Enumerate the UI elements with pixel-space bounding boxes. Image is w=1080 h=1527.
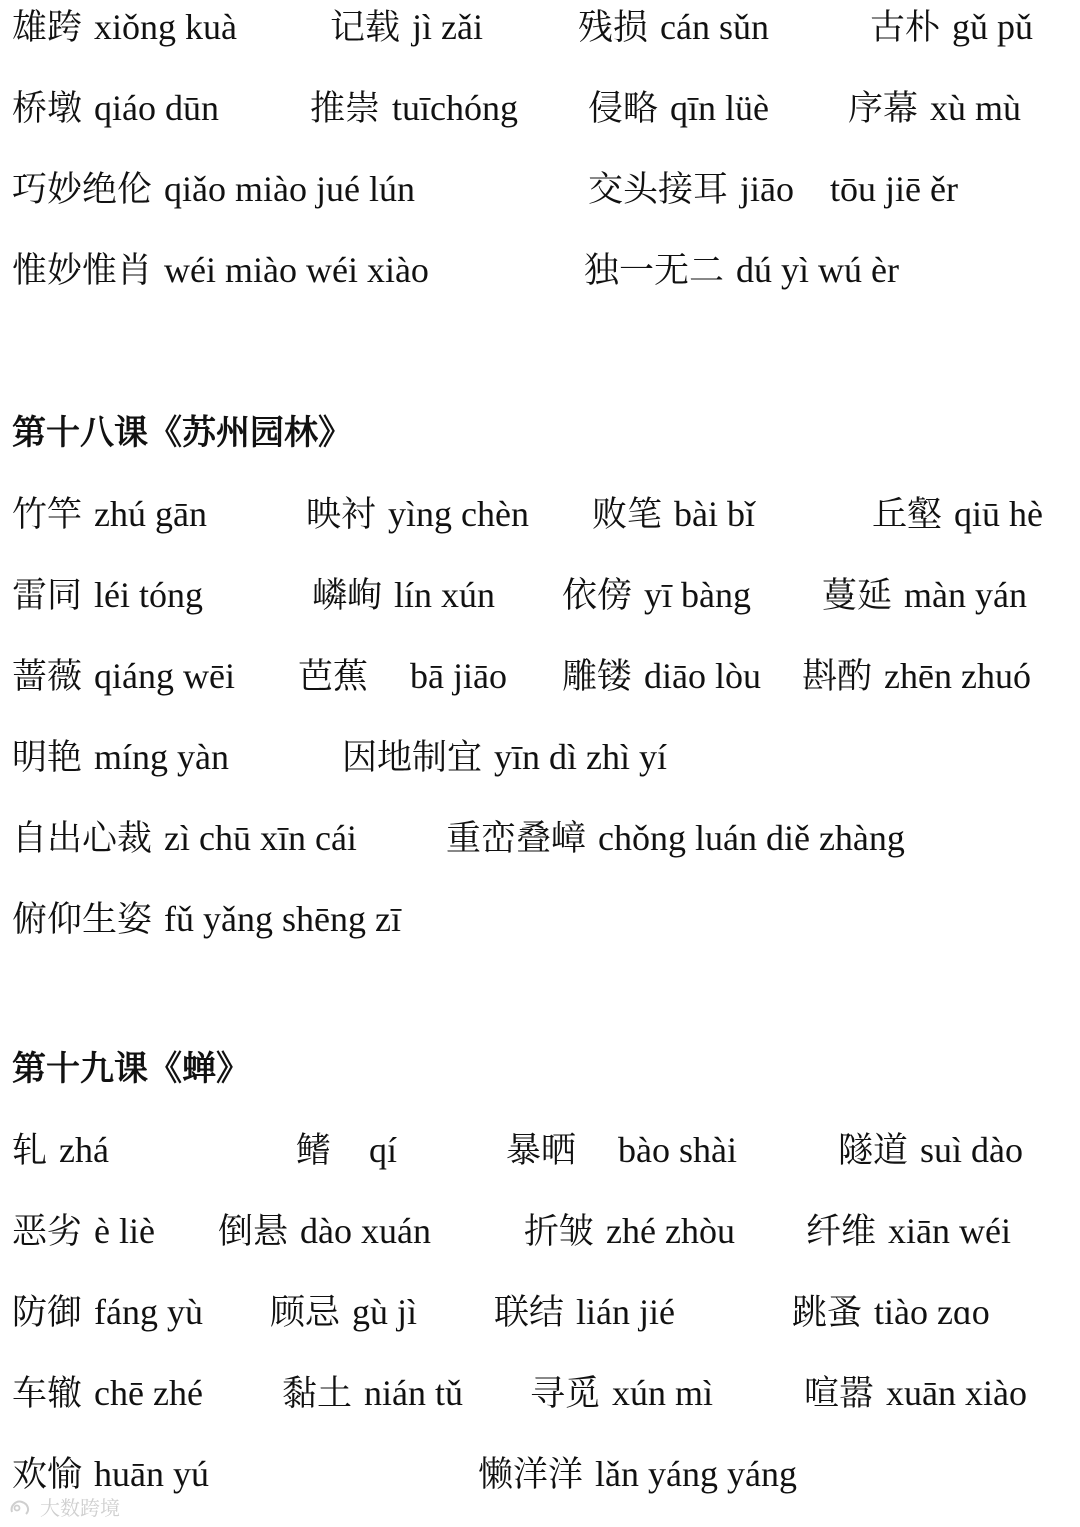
vocab-hanzi: 隧道	[838, 1131, 909, 1171]
vocab-entry	[296, 1123, 397, 1178]
vocab-pinyin: chǒng luán diě zhàng	[598, 818, 905, 858]
vocab-hanzi: 欢愉	[12, 1455, 83, 1495]
vocab-hanzi: 映衬	[306, 495, 377, 535]
vocab-hanzi: 懒洋洋	[478, 1455, 584, 1495]
vocab-entry	[524, 1204, 735, 1259]
vocab-pinyin: lián jié	[576, 1292, 675, 1332]
vocab-entry	[506, 1123, 737, 1178]
vocab-row	[0, 1285, 1080, 1345]
vocab-hanzi: 倒悬	[218, 1212, 289, 1252]
vocab-hanzi: 俯仰生姿	[12, 900, 153, 940]
vocab-entry	[806, 1204, 1011, 1259]
vocab-entry	[306, 487, 529, 542]
vocab-pinyin: wéi miào wéi xiào	[164, 250, 429, 290]
vocab-hanzi: 顾忌	[270, 1293, 341, 1333]
vocab-hanzi: 车辙	[12, 1374, 83, 1414]
vocab-hanzi: 依傍	[562, 576, 633, 616]
vocab-row	[0, 162, 1080, 222]
vocab-pinyin: gǔ pǔ	[952, 7, 1034, 47]
vocab-pinyin: qiū hè	[954, 494, 1043, 534]
vocab-pinyin: bài bǐ	[674, 494, 755, 534]
vocab-hanzi: 黏土	[282, 1374, 353, 1414]
vocab-pinyin: bā jiāo	[410, 656, 507, 696]
vocab-row	[0, 1204, 1080, 1264]
vocab-pinyin: dào xuán	[300, 1211, 431, 1251]
vocab-entry	[804, 1366, 1027, 1421]
vocab-hanzi: 巧妙绝伦	[12, 170, 153, 210]
vocab-hanzi: 轧	[12, 1131, 48, 1171]
vocab-pinyin: xuān xiào	[886, 1373, 1027, 1413]
vocab-entry	[310, 81, 518, 136]
vocab-pinyin: zhé zhòu	[606, 1211, 735, 1251]
vocab-hanzi: 暴晒	[506, 1131, 577, 1171]
section-heading-lesson-18: 第十八课《苏州园林》	[12, 413, 352, 453]
vocab-pinyin: xún mì	[612, 1373, 714, 1413]
vocab-hanzi: 寻觅	[530, 1374, 601, 1414]
vocab-pinyin: qīn lüè	[670, 88, 769, 128]
vocab-pinyin: è liè	[94, 1211, 155, 1251]
vocab-entry	[218, 1204, 431, 1259]
vocab-hanzi: 重峦叠嶂	[446, 819, 587, 859]
vocab-entry	[12, 0, 237, 55]
vocab-row	[0, 892, 1080, 952]
vocab-entry	[588, 162, 958, 217]
vocab-entry	[802, 649, 1031, 704]
vocab-pinyin: jiāo tōu jiē ěr	[740, 169, 958, 209]
vocab-pinyin: míng yàn	[94, 737, 229, 777]
vocab-pinyin: qiáo dūn	[94, 88, 219, 128]
vocab-pinyin: tiào zɑo	[874, 1292, 990, 1332]
vocab-entry	[12, 1123, 109, 1178]
vocab-hanzi: 蔷薇	[12, 657, 83, 697]
vocab-entry	[478, 1447, 797, 1502]
vocab-entry	[298, 649, 507, 704]
vocab-row	[0, 81, 1080, 141]
vocab-hanzi: 防御	[12, 1293, 83, 1333]
vocab-entry	[12, 811, 357, 866]
vocab-entry	[282, 1366, 463, 1421]
vocab-entry	[530, 1366, 713, 1421]
vocab-entry	[446, 811, 905, 866]
vocab-pinyin: bào shài	[618, 1130, 737, 1170]
vocab-hanzi: 芭蕉	[298, 657, 369, 697]
vocab-entry	[12, 243, 429, 298]
vocab-entry	[12, 81, 219, 136]
vocab-row	[0, 487, 1080, 547]
vocab-entry	[12, 487, 207, 542]
vocab-hanzi: 雷同	[12, 576, 83, 616]
vocab-pinyin: lín xún	[394, 575, 496, 615]
vocab-pinyin: yìng chèn	[388, 494, 529, 534]
vocab-row	[0, 243, 1080, 303]
vocab-pinyin: qí	[369, 1130, 398, 1170]
vocab-pinyin: xù mù	[930, 88, 1022, 128]
vocab-hanzi: 败笔	[592, 495, 663, 535]
vocab-entry	[822, 568, 1027, 623]
vocab-pinyin: zhú gān	[94, 494, 207, 534]
vocab-pinyin: dú yì wú èr	[736, 250, 899, 290]
vocab-hanzi: 恶劣	[12, 1212, 83, 1252]
vocab-hanzi: 丘壑	[872, 495, 943, 535]
vocab-hanzi: 古朴	[870, 8, 941, 48]
vocab-pinyin: cán sǔn	[660, 7, 769, 47]
vocab-row	[0, 1366, 1080, 1426]
vocab-entry	[838, 1123, 1023, 1178]
vocab-pinyin: zhá	[59, 1130, 109, 1170]
vocab-hanzi: 蔓延	[822, 576, 893, 616]
vocab-pinyin: gù jì	[352, 1292, 418, 1332]
vocab-hanzi: 因地制宜	[342, 738, 483, 778]
vocab-hanzi: 序幕	[848, 89, 919, 129]
vocab-hanzi: 雄跨	[12, 8, 83, 48]
vocab-row	[0, 730, 1080, 790]
vocab-hanzi: 联结	[494, 1293, 565, 1333]
vocab-entry	[12, 568, 203, 623]
vocab-hanzi: 惟妙惟肖	[12, 251, 153, 291]
watermark-text: 大数跨境	[40, 1496, 120, 1520]
section-heading-lesson-19: 第十九课《蝉》	[12, 1049, 250, 1089]
vocab-entry	[848, 81, 1021, 136]
vocab-row	[0, 1447, 1080, 1507]
vocab-pinyin: nián tǔ	[364, 1373, 463, 1413]
vocab-entry	[578, 0, 769, 55]
vocab-entry	[270, 1285, 417, 1340]
vocab-pinyin: jì zǎi	[412, 7, 483, 47]
vocab-row	[0, 0, 1080, 60]
vocab-hanzi: 折皱	[524, 1212, 595, 1252]
vocab-hanzi: 喧嚣	[804, 1374, 875, 1414]
vocab-row	[0, 649, 1080, 709]
vocab-entry	[312, 568, 495, 623]
vocab-pinyin: huān yú	[94, 1454, 209, 1494]
vocab-hanzi: 嶙峋	[312, 576, 383, 616]
vocab-hanzi: 推崇	[310, 89, 381, 129]
vocab-entry	[562, 568, 751, 623]
vocab-entry	[588, 81, 769, 136]
vocab-pinyin: suì dào	[920, 1130, 1024, 1170]
vocab-pinyin: qiáng wēi	[94, 656, 235, 696]
vocab-pinyin: xiǒng kuà	[94, 7, 237, 47]
vocab-pinyin: diāo lòu	[644, 656, 761, 696]
vocab-hanzi: 明艳	[12, 738, 83, 778]
vocab-entry	[592, 487, 755, 542]
vocab-entry	[12, 1366, 203, 1421]
vocab-row	[0, 811, 1080, 871]
vocab-entry	[12, 162, 415, 217]
vocab-hanzi: 残损	[578, 8, 649, 48]
vocab-pinyin: zì chū xīn cái	[164, 818, 357, 858]
vocab-entry	[12, 1204, 155, 1259]
vocab-pinyin: qiǎo miào jué lún	[164, 169, 415, 209]
vocab-hanzi: 记载	[330, 8, 401, 48]
vocab-entry	[562, 649, 761, 704]
vocab-entry	[12, 730, 229, 785]
watermark	[8, 1492, 120, 1521]
vocab-pinyin: zhēn zhuó	[884, 656, 1031, 696]
vocab-hanzi: 侵略	[588, 89, 659, 129]
vocab-hanzi: 雕镂	[562, 657, 633, 697]
vocab-hanzi: 独一无二	[584, 251, 725, 291]
vocab-hanzi: 自出心裁	[12, 819, 153, 859]
vocab-entry	[12, 892, 401, 947]
vocab-pinyin: yīn dì zhì yí	[494, 737, 668, 777]
vocab-entry	[584, 243, 899, 298]
vocab-entry	[870, 0, 1033, 55]
vocab-pinyin: xiān wéi	[888, 1211, 1011, 1251]
vocab-entry	[872, 487, 1043, 542]
vocab-hanzi: 鳍	[296, 1131, 332, 1171]
vocab-entry	[330, 0, 483, 55]
vocab-pinyin: màn yán	[904, 575, 1027, 615]
vocab-pinyin: lǎn yáng yáng	[595, 1454, 797, 1494]
vocab-pinyin: yī bàng	[644, 575, 751, 615]
vocab-pinyin: fáng yù	[94, 1292, 203, 1332]
vocab-pinyin: tuīchóng	[392, 88, 518, 128]
vocab-entry	[12, 1285, 203, 1340]
vocab-entry	[494, 1285, 675, 1340]
vocab-pinyin: chē zhé	[94, 1373, 203, 1413]
vocab-hanzi: 桥墩	[12, 89, 83, 129]
vocab-row	[0, 568, 1080, 628]
vocab-pinyin: fǔ yǎng shēng zī	[164, 899, 401, 939]
vocab-hanzi: 纤维	[806, 1212, 877, 1252]
vocab-entry	[792, 1285, 990, 1340]
vocab-hanzi: 跳蚤	[792, 1293, 863, 1333]
vocab-hanzi: 交头接耳	[588, 170, 729, 210]
vocab-pinyin: léi tóng	[94, 575, 203, 615]
vocab-entry	[342, 730, 667, 785]
watermark-logo-icon	[8, 1496, 34, 1518]
vocab-hanzi: 斟酌	[802, 657, 873, 697]
vocab-hanzi: 竹竿	[12, 495, 83, 535]
vocab-entry	[12, 649, 235, 704]
vocab-row	[0, 1123, 1080, 1183]
